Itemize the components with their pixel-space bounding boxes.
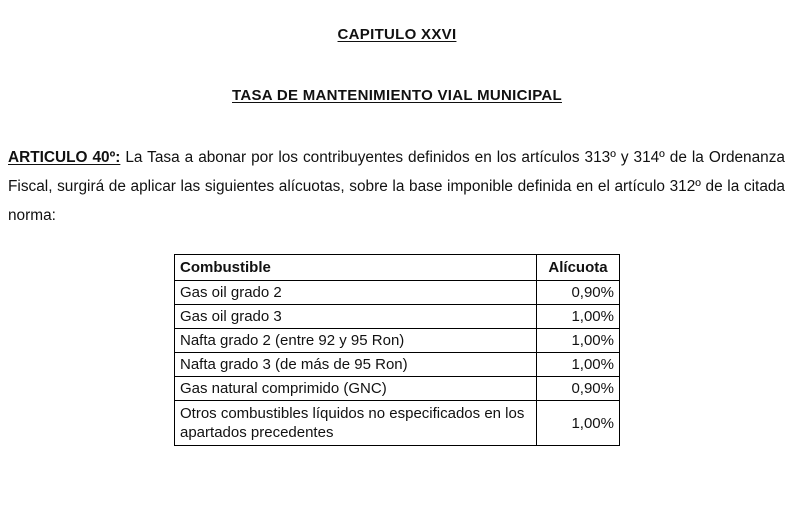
rate-cell: 0,90% [537, 281, 620, 305]
table-header-row [175, 255, 620, 281]
table-row [175, 329, 620, 353]
fuel-cell: Nafta grado 2 (entre 92 y 95 Ron) [175, 329, 537, 353]
table-row [175, 305, 620, 329]
rate-cell: 1,00% [537, 329, 620, 353]
table-row [175, 353, 620, 377]
fuel-cell: Nafta grado 3 (de más de 95 Ron) [175, 353, 537, 377]
chapter-heading: CAPITULO XXVI [337, 26, 457, 43]
fuel-cell: Gas oil grado 3 [175, 305, 537, 329]
article-paragraph [8, 143, 785, 230]
rate-cell: 1,00% [537, 353, 620, 377]
table-row [175, 281, 620, 305]
rates-table [174, 254, 620, 446]
fuel-cell: Otros combustibles líquidos no especificados en los apartados precedentes [175, 401, 537, 446]
column-header-fuel: Combustible [175, 255, 537, 281]
page-title: TASA DE MANTENIMIENTO VIAL MUNICIPAL [232, 87, 562, 104]
rate-cell: 1,00% [537, 305, 620, 329]
article-heading: ARTICULO 40º: [8, 149, 121, 166]
table-row [175, 377, 620, 401]
column-header-rate: Alícuota [537, 255, 620, 281]
fuel-cell: Gas oil grado 2 [175, 281, 537, 305]
rate-cell: 0,90% [537, 377, 620, 401]
article-text: La Tasa a abonar por los contribuyentes definidos en los artículos 313º y 314º de la Ordenanza Fiscal, surgirá de aplicar las siguientes alícuotas, sobre la base imponible definida en el artículo 312º de la citada norma: [8, 149, 785, 224]
table-row [175, 401, 620, 446]
rate-cell: 1,00% [537, 401, 620, 446]
fuel-cell: Gas natural comprimido (GNC) [175, 377, 537, 401]
